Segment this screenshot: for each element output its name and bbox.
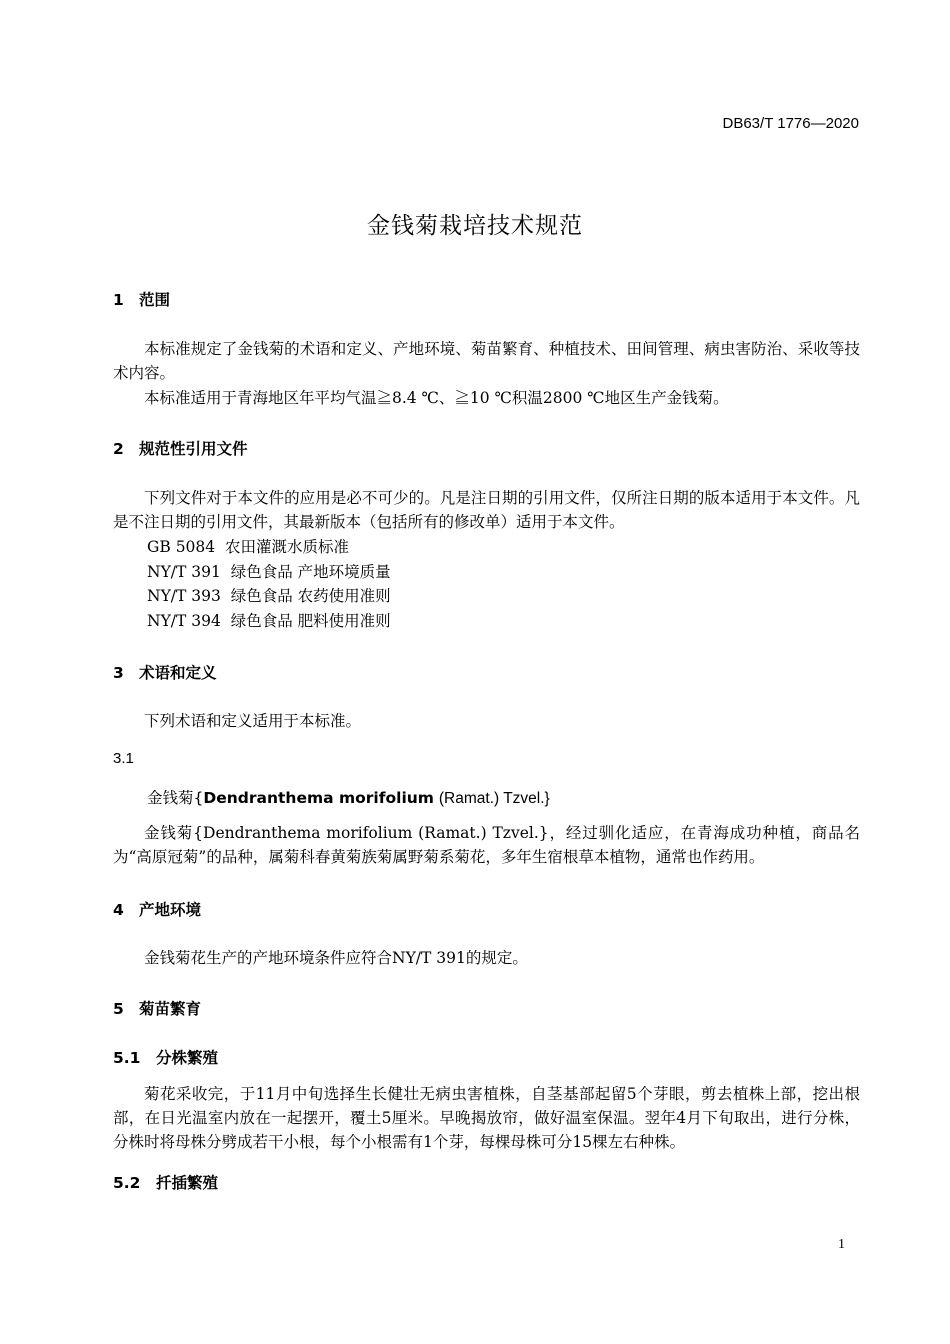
term-latin-name: Dendranthema morifolium: [203, 789, 434, 807]
reference-item: NY/T 394 绿色食品 肥料使用准则: [147, 612, 391, 630]
page-number: 1: [838, 1237, 845, 1252]
subsection-5-2-heading: [113, 1171, 218, 1193]
reference-item: NY/T 393 绿色食品 农药使用准则: [147, 587, 391, 605]
reference-item: NY/T 391 绿色食品 产地环境质量: [147, 563, 391, 581]
reference-item: GB 5084 农田灌溉水质标准: [147, 538, 350, 556]
section-4-paragraph-1: 金钱菊花生产的产地环境条件应符合NY/T 391的规定。: [144, 949, 528, 967]
standard-code: DB63/T 1776—2020: [722, 115, 859, 132]
section-5-number: 5: [113, 1000, 124, 1018]
section-1-paragraph-2: 本标准适用于青海地区年平均气温≧8.4 ℃、≧10 ℃积温2800 ℃地区生产金钱菊。: [144, 389, 729, 407]
term-entry: [147, 786, 550, 808]
section-4-heading: [113, 898, 201, 920]
subsection-5-1-number: 5.1: [113, 1049, 141, 1067]
section-3-number: 3: [113, 664, 124, 682]
section-2-paragraph-1: 下列文件对于本文件的应用是必不可少的。凡是注日期的引用文件，仅所注日期的版本适用于本文件。凡是不注日期的引用文件，其最新版本（包括所有的修改单）适用于本文件。: [113, 489, 860, 531]
subsection-5-1-paragraph: 菊花采收完，于11月中旬选择生长健壮无病虫害植株，自茎基部起留5个芽眼，剪去植株上部，挖出根部，在日光温室内放在一起摆开，覆土5厘米。早晚揭放帘，做好温室保温。翌年4月下旬取出，进行分株，分株时将母株分劈成若干小根，每个小根需有1个芽，每棵母株可分15棵左右种株。: [113, 1085, 860, 1151]
section-2-number: 2: [113, 440, 124, 458]
subsection-5-2-title: 扦插繁殖: [156, 1174, 219, 1192]
section-5-heading: [113, 997, 201, 1019]
subsection-5-2-number: 5.2: [113, 1174, 141, 1192]
subsection-5-1-title: 分株繁殖: [156, 1049, 219, 1067]
term-authority: (Ramat.) Tzvel.}: [438, 790, 550, 807]
section-3-heading: [113, 661, 217, 683]
section-1-heading: [113, 288, 170, 310]
section-1-number: 1: [113, 291, 124, 309]
section-4-number: 4: [113, 901, 124, 919]
section-3-title: 术语和定义: [139, 664, 217, 682]
document-title: 金钱菊栽培技术规范: [367, 213, 583, 239]
section-3-paragraph-1: 下列术语和定义适用于本标准。: [144, 712, 362, 730]
section-5-title: 菊苗繁育: [139, 1000, 202, 1018]
subsection-3-1-number: 3.1: [113, 750, 134, 767]
term-definition: 金钱菊{Dendranthema morifolium (Ramat.) Tzvel.}，经过驯化适应，在青海成功种植，商品名为“高原冠菊”的品种，属菊科春黄菊族菊属野菊系菊花，多年生宿根草本植物，通常也作药用。: [113, 824, 860, 866]
section-1-title: 范围: [139, 291, 171, 309]
section-1-paragraph-1: 本标准规定了金钱菊的术语和定义、产地环境、菊苗繁育、种植技术、田间管理、病虫害防治、采收等技术内容。: [113, 340, 860, 382]
section-2-title: 规范性引用文件: [139, 440, 248, 458]
section-4-title: 产地环境: [139, 901, 202, 919]
subsection-5-1-heading: [113, 1046, 218, 1068]
section-2-heading: [113, 437, 248, 459]
term-chinese: 金钱菊{: [147, 789, 204, 807]
